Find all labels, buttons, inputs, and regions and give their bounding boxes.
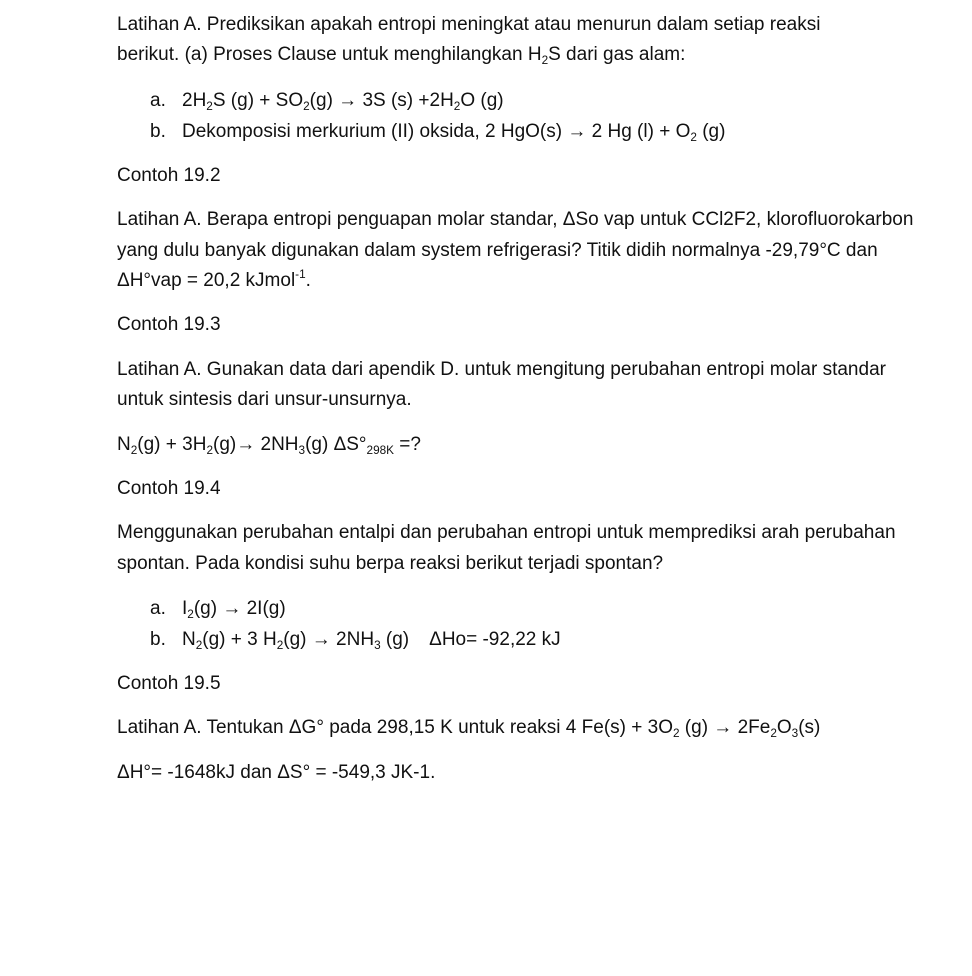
equation-nh3-synthesis: $N_2(g) + 3H_2(g)\to 2NH_3(g)$ $\Delta S^\circ_{298K}$ =? xyxy=(117,433,421,457)
heading-contoh-19-5: Contoh 19.5 xyxy=(117,673,221,695)
list-item-b: b. $N_2(g) + 3$ $H_2(g) \to 2NH_3$ (g) ΔHo= -92,22 kJ xyxy=(150,624,917,655)
exercise-19-3-text: Latihan A. Gunakan data dari apendik D. untuk mengitung perubahan entropi molar standar untuk sintesis dari unsur-unsurnya. xyxy=(117,358,886,411)
heading-contoh-19-3: Contoh 19.3 xyxy=(117,314,221,336)
list-item-a: a. $2H_2S$ $(g) + SO_2(g) \to 3S$ $(s) +2H_2O$ (g) xyxy=(150,85,917,116)
equation-h2s-so2: $2H_2S$ $(g) + SO_2(g) \to 3S$ $(s) +2H_2O$ (g) xyxy=(182,89,504,113)
exercise-19-5-text: Latihan A. Tentukan ΔG° pada 298,15 K untuk reaksi 4 $Fe(s) + 3O_2$ $(g) \to 2Fe_2O_3(s)$ xyxy=(117,717,821,741)
exercise-19-2-text: Latihan A. Berapa entropi penguapan molar standar, ΔSo vap untuk CCl2F2, klorofluorokarbon yang dulu banyak digunakan dalam system refrigerasi? Titik didih normalnya -29,79°C dan ΔH°vap = 20,2 kJmol$^{-1}$. xyxy=(117,209,914,291)
heading-contoh-19-2: Contoh 19.2 xyxy=(117,164,221,186)
list-item-a: a. $I_2(g) \to 2I(g)$ xyxy=(150,593,917,624)
document-page xyxy=(117,10,917,802)
exercise-19-4-text: Menggunakan perubahan entalpi dan perubahan entropi untuk memprediksi arah perubahan spontan. Pada kondisi suhu berpa reaksi berikut terjadi spontan? xyxy=(117,522,896,574)
exercise-19-4-list xyxy=(117,593,917,655)
list-item-b: b. Dekomposisi merkurium (II) oksida, 2 HgO(s) → 2 Hg $(l) + O_2$ (g) xyxy=(150,116,917,147)
heading-contoh-19-4: Contoh 19.4 xyxy=(117,477,221,499)
exercise-19-1-list xyxy=(117,85,917,147)
equation-iodine-dissociation: $I_2(g) \to 2I(g)$ xyxy=(182,598,286,622)
equation-hgo-decomposition: Dekomposisi merkurium (II) oksida, 2 HgO(s) → 2 Hg $(l) + O_2$ (g) xyxy=(182,120,726,144)
exercise-19-5-given-values: ΔH°= -1648kJ dan ΔS° = -549,3 JK-1. xyxy=(117,761,436,783)
exercise-19-1-intro: Latihan A. Prediksikan apakah entropi meningkat atau menurun dalam setiap reaksi berikut. (a) Proses Clause untuk menghilangkan $H_2S$ dari gas alam: xyxy=(117,14,821,68)
equation-ammonia-formation: $N_2(g) + 3$ $H_2(g) \to 2NH_3$ (g) ΔHo= -92,22 kJ xyxy=(182,629,561,653)
